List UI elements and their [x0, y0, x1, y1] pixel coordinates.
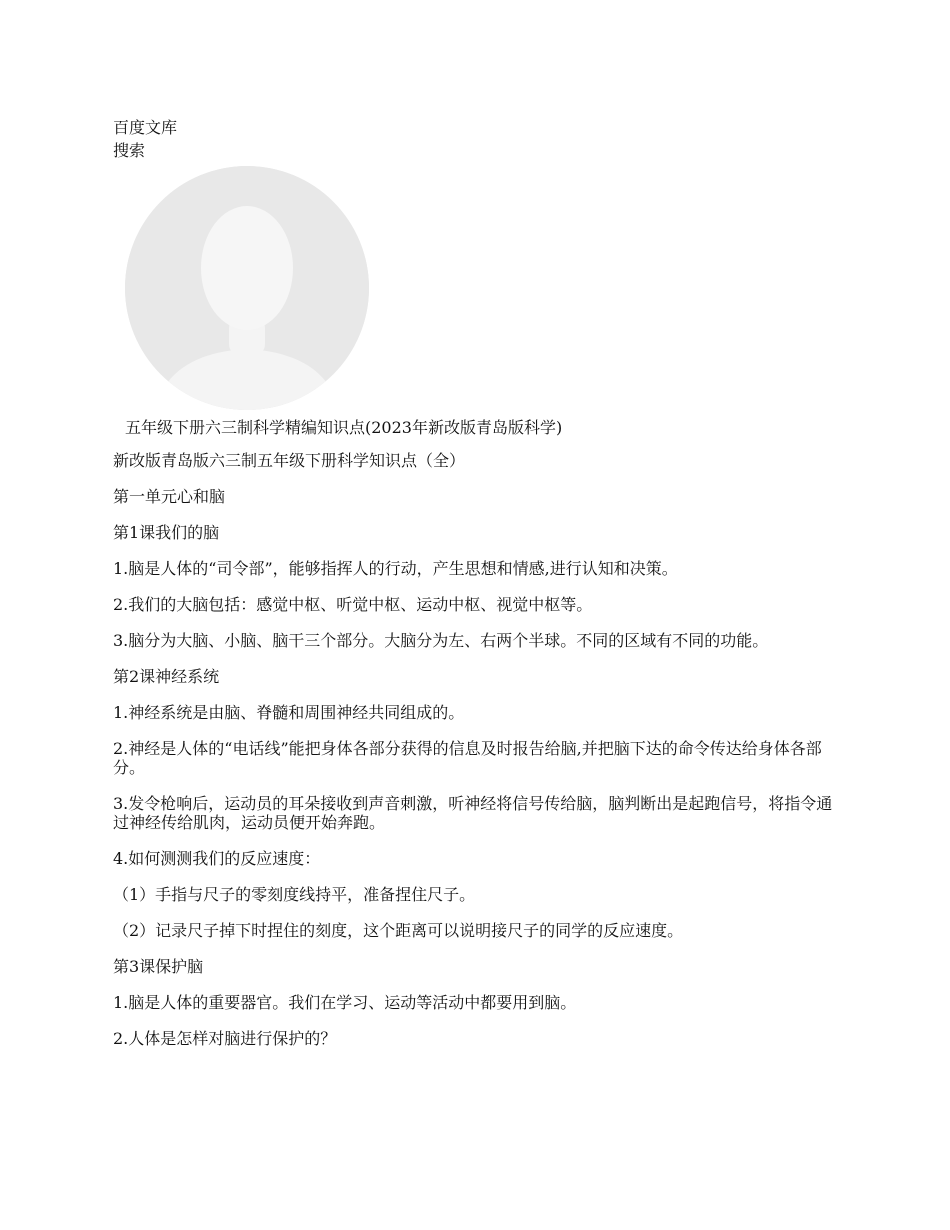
default-user-avatar-icon — [125, 166, 369, 410]
unit-heading: 第一单元心和脑 — [113, 487, 226, 506]
paragraph: 2.我们的大脑包括：感觉中枢、听觉中枢、运动中枢、视觉中枢等。 — [113, 595, 593, 614]
document-title: 五年级下册六三制科学精编知识点(2023年新改版青岛版科学) — [125, 418, 563, 437]
paragraph: 新改版青岛版六三制五年级下册科学知识点（全） — [113, 451, 466, 470]
search-link[interactable]: 搜索 — [113, 141, 146, 160]
paragraph: 4.如何测测我们的反应速度： — [113, 849, 321, 868]
paragraph: 1.脑是人体的“司令部”，能够指挥人的行动，产生思想和情感,进行认知和决策。 — [113, 559, 678, 578]
paragraph: 3.发令枪响后，运动员的耳朵接收到声音刺激，听神经将信号传给脑，脑判断出是起跑信号，将指令通过神经传给肌肉，运动员便开始奔跑。 — [113, 794, 833, 832]
document-page — [113, 116, 841, 1065]
lesson-heading: 第3课保护脑 — [113, 957, 204, 976]
lesson-heading: 第1课我们的脑 — [113, 523, 220, 542]
avatar-silhouette-icon — [125, 166, 369, 410]
lesson-heading: 第2课神经系统 — [113, 667, 220, 686]
paragraph: 1.脑是人体的重要器官。我们在学习、运动等活动中都要用到脑。 — [113, 993, 577, 1012]
paragraph: 1.神经系统是由脑、脊髓和周围神经共同组成的。 — [113, 703, 465, 722]
paragraph: （2）记录尺子掉下时捏住的刻度，这个距离可以说明接尺子的同学的反应速度。 — [113, 921, 684, 940]
paragraph: 3.脑分为大脑、小脑、脑干三个部分。大脑分为左、右两个半球。不同的区域有不同的功能。 — [113, 631, 769, 650]
brand-logo-text[interactable]: 百度文库 — [113, 118, 178, 137]
document-body — [113, 451, 841, 1048]
paragraph: 2.人体是怎样对脑进行保护的？ — [113, 1029, 337, 1048]
paragraph: （1）手指与尺子的零刻度线持平，准备捏住尺子。 — [113, 885, 476, 904]
paragraph: 2.神经是人体的“电话线”能把身体各部分获得的信息及时报告给脑,并把脑下达的命令传达给身体各部分。 — [113, 739, 822, 777]
